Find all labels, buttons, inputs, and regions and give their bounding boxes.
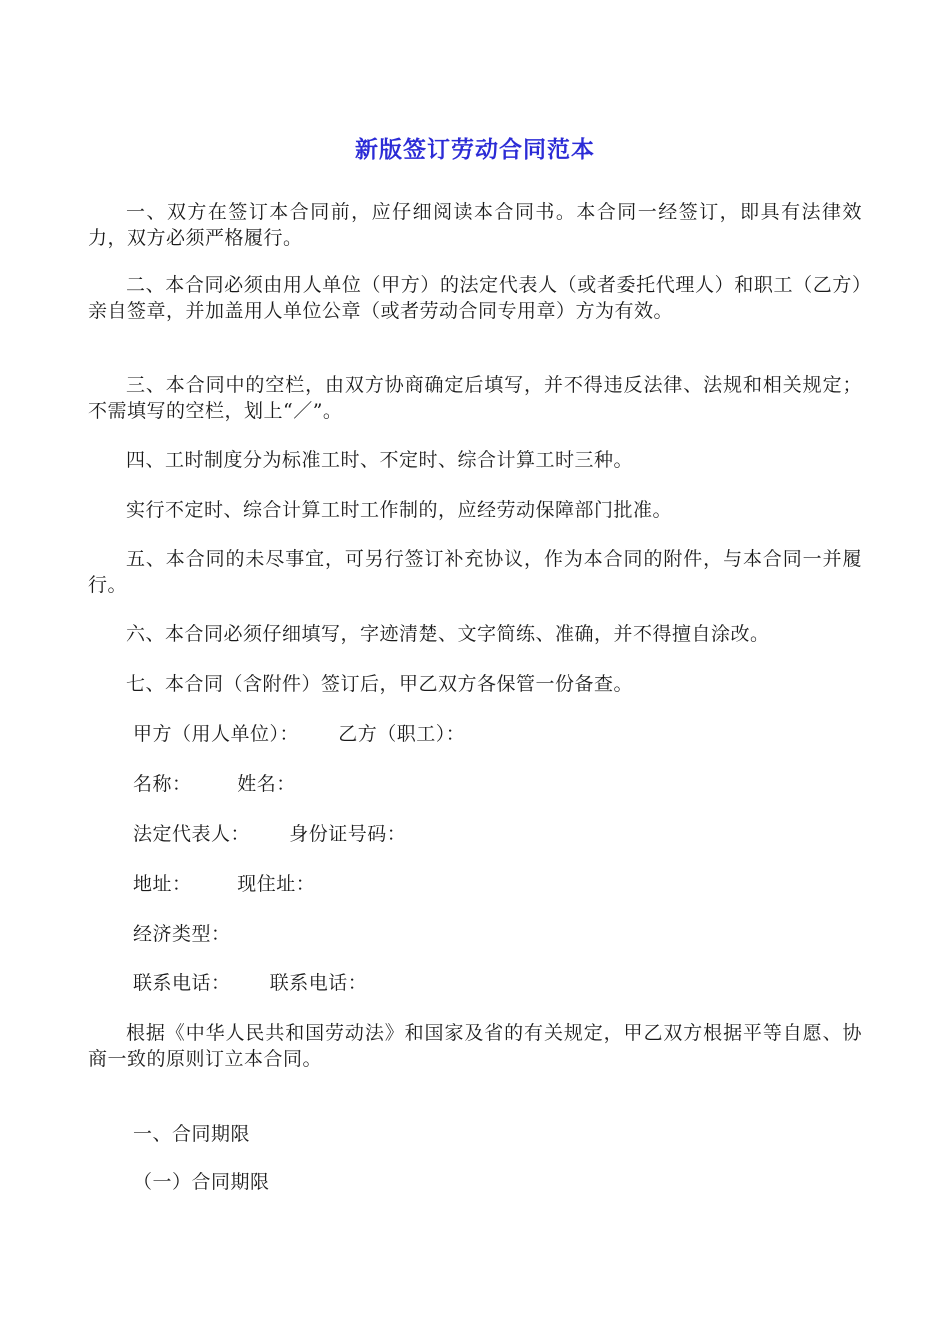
- note-paragraph-8: 七、本合同（含附件）签订后，甲乙双方各保管一份备查。: [126, 673, 634, 695]
- note-paragraph-2: 二、本合同必须由用人单位（甲方）的法定代表人（或者委托代理人）和职工（乙方）亲自签章，并加盖用人单位公章（或者劳动合同专用章）方为有效。: [88, 274, 862, 322]
- preamble-paragraph: 根据《中华人民共和国劳动法》和国家及省的有关规定，甲乙双方根据平等自愿、协商一致的原则订立本合同。: [88, 1022, 862, 1070]
- note-paragraph-6: 五、本合同的未尽事宜，可另行签订补充协议，作为本合同的附件，与本合同一并履行。: [88, 548, 862, 596]
- note-paragraph-7: 六、本合同必须仔细填写，字迹清楚、文字简练、准确，并不得擅自涂改。: [126, 623, 770, 645]
- document-title: 新版签订劳动合同范本: [355, 137, 595, 163]
- phone-field-row: 联系电话： 联系电话：: [133, 972, 368, 994]
- address-field-row: 地址： 现住址：: [133, 873, 316, 895]
- section-heading: 一、合同期限: [133, 1123, 251, 1145]
- party-field-row: 甲方（用人单位）： 乙方（职工）：: [133, 723, 466, 745]
- note-paragraph-3: 三、本合同中的空栏，由双方协商确定后填写，并不得违反法律、法规和相关规定；不需填写的空栏，划上“／”。: [88, 374, 862, 422]
- economic-type-field-row: 经济类型：: [133, 923, 231, 945]
- note-paragraph-1: 一、双方在签订本合同前，应仔细阅读本合同书。本合同一经签订，即具有法律效力，双方必须严格履行。: [88, 201, 862, 249]
- note-paragraph-5: 实行不定时、综合计算工时工作制的，应经劳动保障部门批准。: [126, 499, 673, 521]
- note-paragraph-4: 四、工时制度分为标准工时、不定时、综合计算工时三种。: [126, 449, 634, 471]
- representative-field-row: 法定代表人： 身份证号码：: [133, 823, 407, 845]
- name-field-row: 名称： 姓名：: [133, 773, 296, 795]
- subsection-heading: （一）合同期限: [133, 1171, 270, 1193]
